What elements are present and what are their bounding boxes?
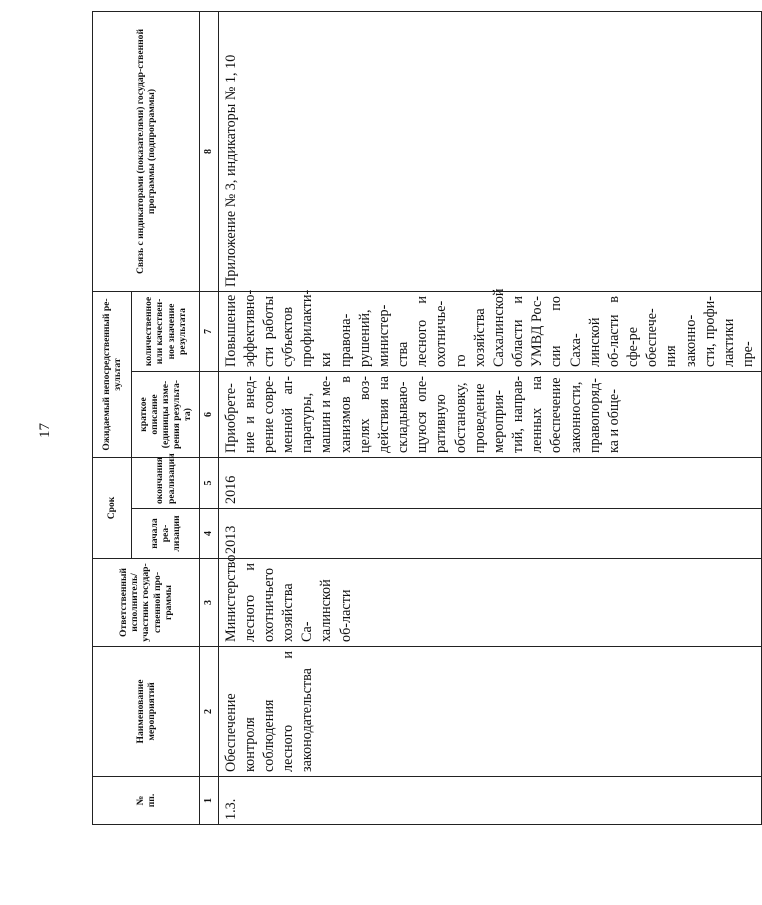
rotated-table-wrapper: [92, 12, 757, 825]
table-row: [218, 12, 762, 825]
header-term-start: начала реа-лизации: [132, 509, 200, 559]
row-executor: Министерство лесного и охотничьего хозяйства Са-халинской об-ласти: [218, 559, 762, 647]
row-end: 2016: [218, 458, 762, 509]
header-term-end: окончания реализации: [132, 458, 200, 509]
column-number: 4: [200, 509, 219, 559]
column-number: 1: [200, 777, 219, 825]
header-indicators: Связь с индикаторами (показателями) государ-ственной программы (подпрограммы): [93, 12, 200, 292]
column-number: 3: [200, 559, 219, 647]
row-value: Повышение эффективно-сти работы субъектов профилакти-ки правона-рушений, министер-ства лесного и охотничье-го хозяйства Сахалинской области и УМВД Рос-сии по Саха-линской об-ласти в сфе-ре обеспече-ния законно-сти, профи-лактики пре-: [218, 292, 762, 372]
column-number-row: [200, 12, 219, 825]
header-term: Срок: [93, 458, 132, 559]
header-name: Наименование мероприятий: [93, 647, 200, 777]
header-num: № пп.: [93, 777, 200, 825]
measures-table: [92, 11, 762, 825]
row-start: 2013: [218, 509, 762, 559]
column-number: 5: [200, 458, 219, 509]
header-result-short: краткое описание (единицы изме-рения результа-та): [132, 372, 200, 458]
row-short-description: Приобрете-ние и внед-рение совре-менной ап-паратуры, машин и ме-ханизмов в целях воз-действия на складываю-щуюся опе-ративную обстановку, проведение мероприя-тий, направ-ленных на обеспечение законности, правопоряд-ка и обще-: [218, 372, 762, 458]
row-name: Обеспечение контроля соблюдения лесного и законодательства: [218, 647, 762, 777]
page-number: 17: [37, 423, 53, 438]
header-result: Ожидаемый непосредственный ре-зультат: [93, 292, 132, 458]
header-executor: Ответственный исполнитель/ участник государ-ственной про-граммы: [93, 559, 200, 647]
column-number: 7: [200, 292, 219, 372]
column-number: 2: [200, 647, 219, 777]
header-result-quality: количественное или качествен-ное значение результата: [132, 292, 200, 372]
row-num: 1.3.: [218, 777, 762, 825]
column-number: 6: [200, 372, 219, 458]
column-number: 8: [200, 12, 219, 292]
row-indicators: Приложение № 3, индикаторы № 1, 10: [218, 12, 762, 292]
